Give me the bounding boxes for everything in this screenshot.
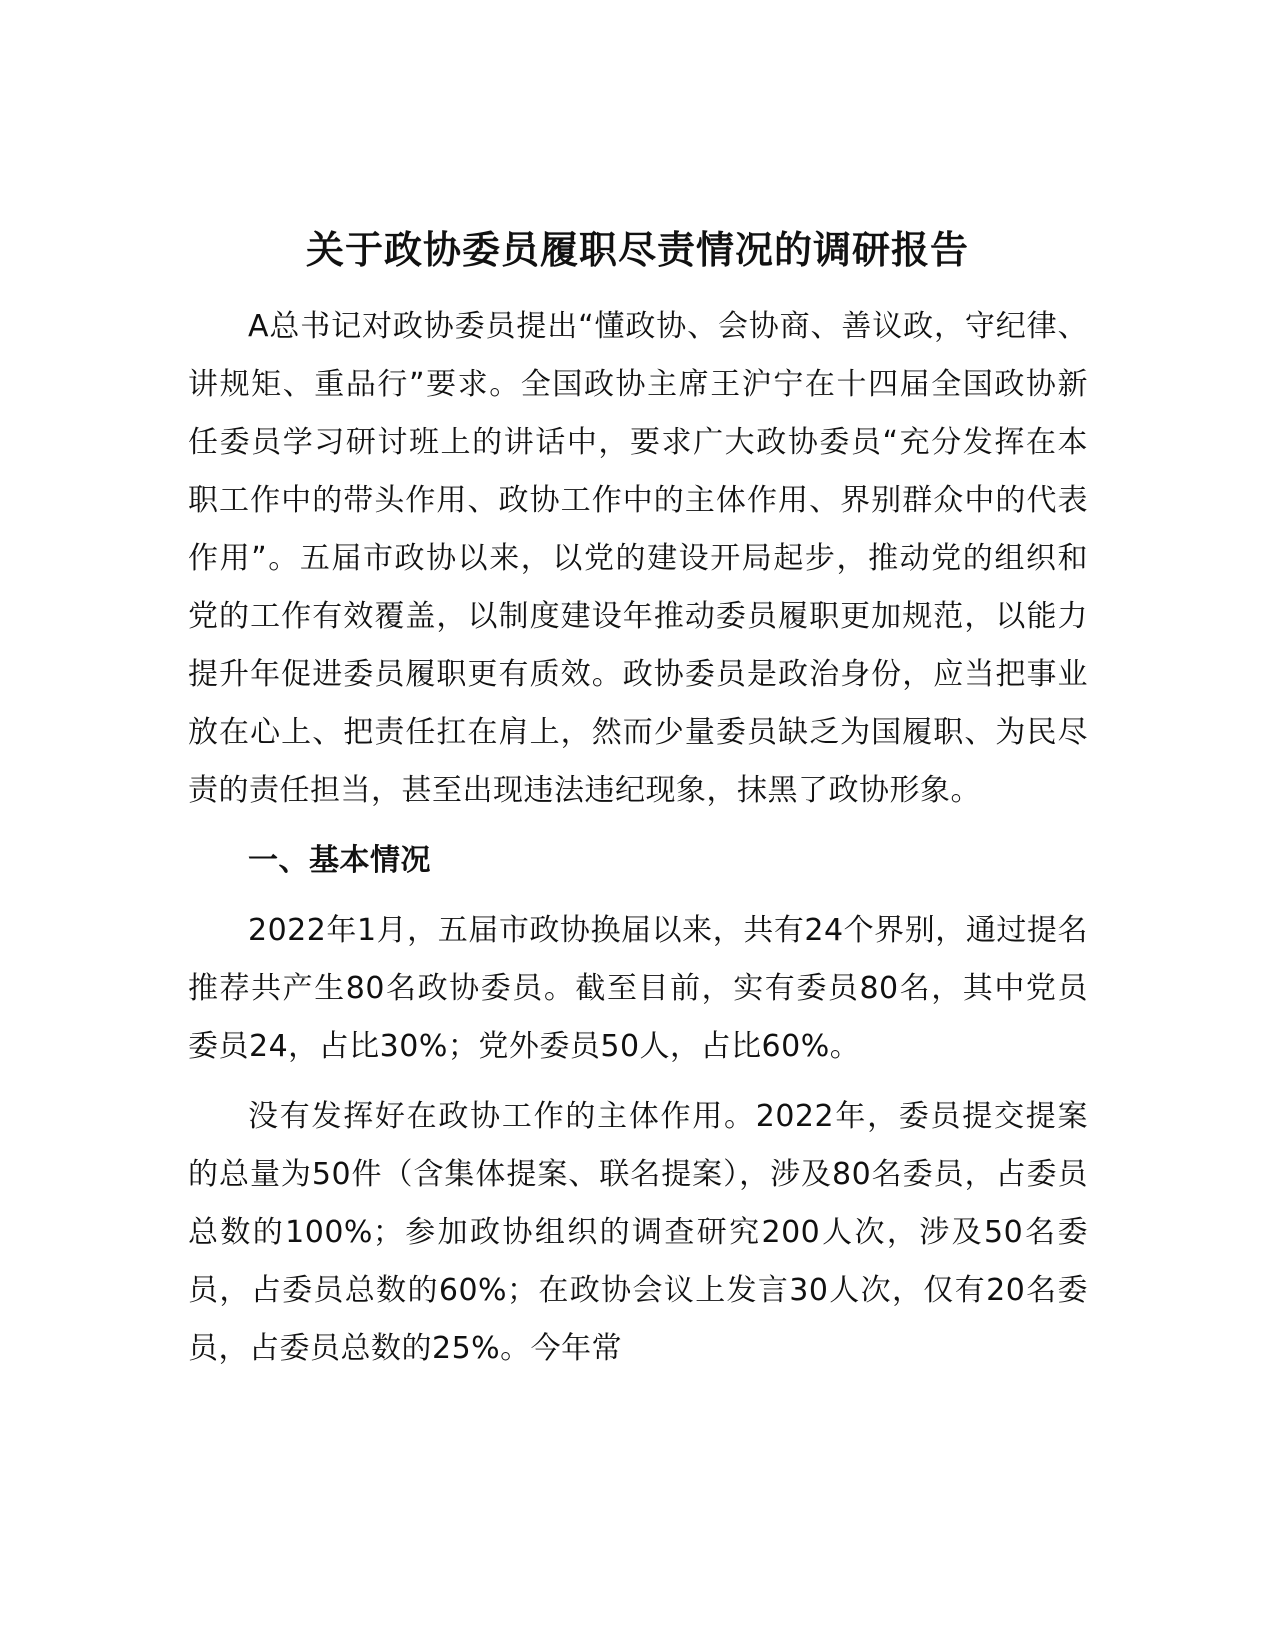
section-heading-basic-situation: 一、基本情况 — [248, 843, 431, 878]
document-title: 关于政协委员履职尽责情况的调研报告 — [305, 228, 969, 272]
intro-paragraph: A总书记对政协委员提出“懂政协、会协商、善议政，守纪律、讲规矩、重品行”要求。全国政协主席王沪宁在十四届全国政协新任委员学习研讨班上的讲话中，要求广大政协委员“充分发挥在本职工作中的带头作用、政协工作中的主体作用、界别群众中的代表作用”。五届市政协以来，以党的建设开局起步，推动党的组织和党的工作有效覆盖，以制度建设年推动委员履职更加规范，以能力提升年促进委员履职更有质效。政协委员是政治身份，应当把事业放在心上、把责任扛在肩上，然而少量委员缺乏为国履职、为民尽责的责任担当，甚至出现违法违纪现象，抹黑了政协形象。 — [188, 309, 1088, 808]
main-role-paragraph: 没有发挥好在政协工作的主体作用。2022年，委员提交提案的总量为50件（含集体提案、联名提案），涉及80名委员，占委员总数的100%；参加政协组织的调查研究200人次，涉及50名委员，占委员总数的60%；在政协会议上发言30人次，仅有20名委员，占委员总数的25%。今年常 — [188, 1099, 1088, 1366]
basic-situation-paragraph: 2022年1月，五届市政协换届以来，共有24个界别，通过提名推荐共产生80名政协委员。截至目前，实有委员80名，其中党员委员24，占比30%；党外委员50人，占比60%。 — [188, 913, 1088, 1064]
document-body — [188, 298, 1088, 1378]
